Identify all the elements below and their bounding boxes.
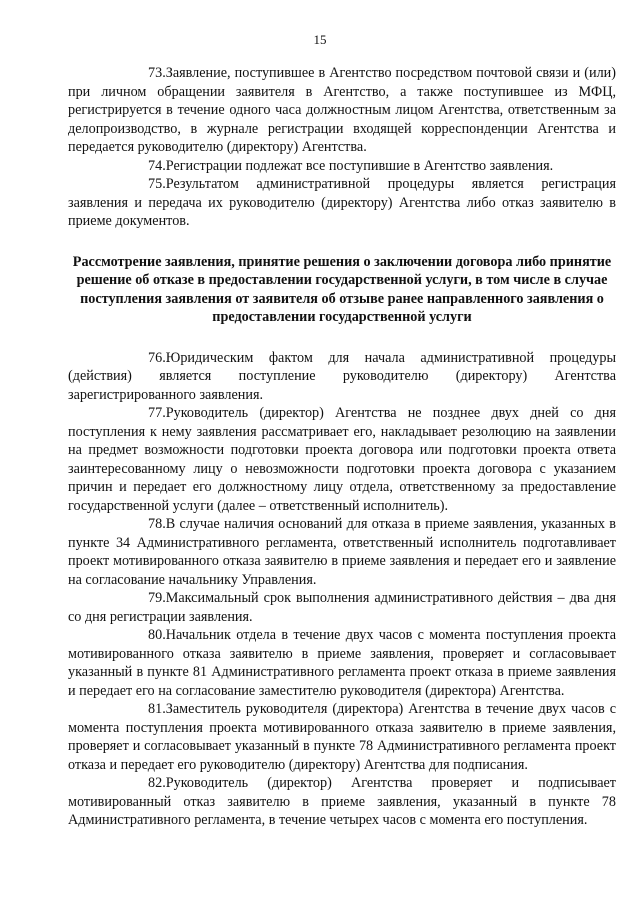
paragraph-text: Заявление, поступившее в Агентство посредством почтовой связи и (или) при личном обращении заявителя в Агентство, а также поступившее из МФЦ, регистрируется в течение одного часа должностным лицом Агентства, ответственным за делопроизводство, в журнале регистрации входящей корреспонденции Агентства и передается руководителю (директору) Агентства. [68, 65, 616, 155]
paragraph-number: 81. [148, 701, 166, 717]
paragraph-77 [68, 404, 616, 515]
paragraph-number: 79. [148, 590, 166, 606]
paragraph-text: Заместитель руководителя (директора) Агентства в течение двух часов с момента поступления проекта мотивированного отказа заявителю в приеме заявления, проверяет и согласовывает указанный в пункте 78 Административного регламента проект отказа и передает его руководителю (директору) Агентства для подписания. [68, 701, 616, 773]
paragraph-text: Результатом административной процедуры является регистрация заявления и передача их руководителю (директору) Агентства либо отказ заявителю в приеме документов. [68, 176, 616, 229]
paragraph-text: В случае наличия оснований для отказа в приеме заявления, указанных в пункте 34 Административного регламента, ответственный исполнитель подготавливает проект мотивированного отказа заявителю в приеме заявления и передает его и заявление на согласование начальнику Управления. [68, 516, 616, 588]
paragraph-text: Регистрации подлежат все поступившие в Агентство заявления. [165, 157, 554, 174]
paragraph-number: 78. [148, 516, 166, 532]
page-number: 15 [313, 32, 327, 47]
paragraph-81 [68, 700, 616, 774]
paragraph-number: 76. [148, 349, 166, 366]
paragraph-80 [68, 626, 616, 700]
paragraph-75 [68, 175, 616, 231]
paragraph-74 [68, 157, 616, 176]
paragraph-number: 75. [148, 176, 166, 192]
paragraph-text: Начальник отдела в течение двух часов с момента поступления проекта мотивированного отказа заявителю в приеме заявления, проверяет и согласовывает указанный в пункте 81 Административного регламента проект отказа в приеме заявления и передает его на согласование заместителю руководителя (директора) Агентства. [68, 627, 616, 699]
paragraph-number: 77. [148, 405, 166, 421]
paragraph-number: 74. [148, 157, 166, 174]
paragraph-text: Юридическим фактом для начала административной процедуры (действия) является поступление руководителю (директору) Агентства зарегистрированного заявления. [68, 349, 616, 403]
paragraph-76 [68, 349, 616, 405]
paragraph-79 [68, 589, 616, 626]
paragraph-number: 80. [148, 627, 166, 643]
paragraph-78 [68, 515, 616, 589]
paragraph-number: 73. [148, 65, 166, 81]
section-heading: Рассмотрение заявления, принятие решения о заключении договора либо принятие решение об отказе в предоставлении государственной услуги, в том числе в случае поступления заявления от заявителя об отзыве ранее направленного заявления о предоставлении государственной услуги [72, 253, 612, 325]
paragraph-number: 82. [148, 775, 166, 791]
document-body [68, 64, 616, 830]
paragraph-text: Руководитель (директор) Агентства проверяет и подписывает мотивированный отказ заявителю в приеме заявления, указанный в пункте 78 Административного регламента, в течение четырех часов с момента его поступления. [68, 775, 616, 828]
paragraph-text: Максимальный срок выполнения административного действия – два дня со дня регистрации заявления. [68, 590, 616, 625]
paragraphs-bottom [68, 349, 616, 830]
paragraph-text: Руководитель (директор) Агентства не позднее двух дней со дня поступления к нему заявления рассматривает его, накладывает резолюцию на заявлении на предмет возможности подготовки проекта договора или подготовки проекта ответа заинтересованному лицу о невозможности подготовки проекта договора с указанием причин и передает его должностному лицу отдела, ответственному за предоставление государственной услуги (далее – ответственный исполнитель). [68, 405, 616, 514]
paragraphs-top [68, 64, 616, 231]
paragraph-82 [68, 774, 616, 830]
paragraph-73 [68, 64, 616, 157]
